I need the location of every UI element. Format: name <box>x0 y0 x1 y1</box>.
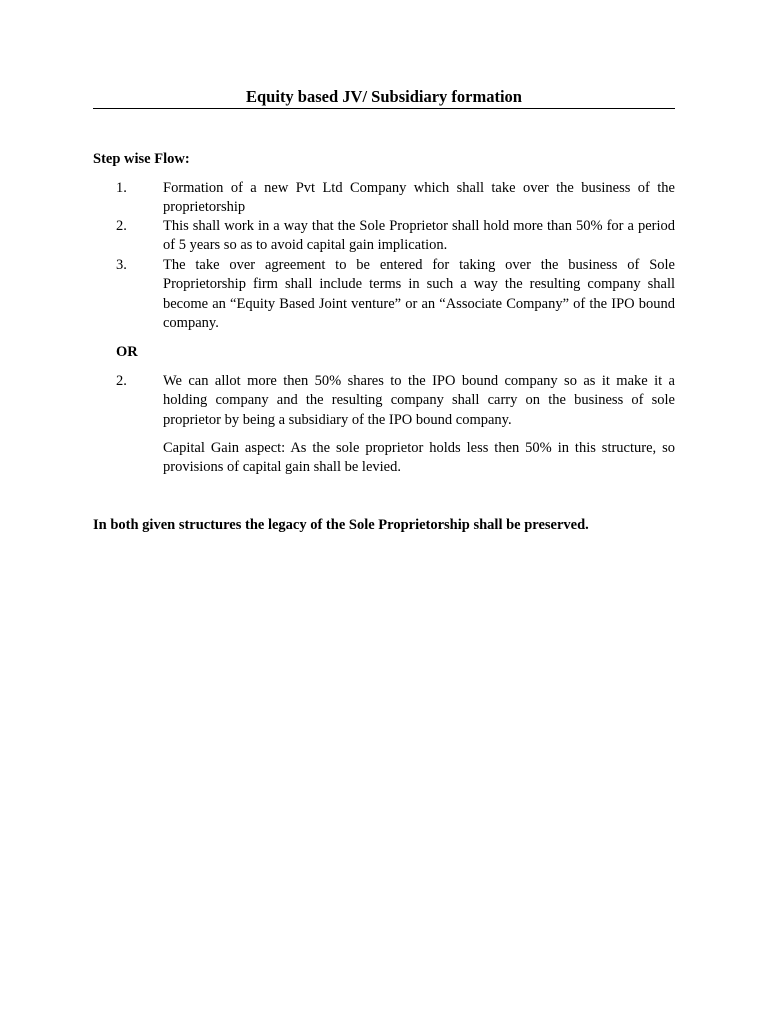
step-number: 3. <box>116 257 127 273</box>
capital-gain-note: Capital Gain aspect: As the sole proprietor holds less then 50% in this structure, so provisions of capital gain shall be levied. <box>163 440 675 476</box>
step-text: Formation of a new Pvt Ltd Company which shall take over the business of the proprietorship <box>163 180 675 216</box>
step-text: We can allot more then 50% shares to the IPO bound company so as it make it a holding company and the resulting company shall carry on the business of sole proprietor by being a subsidiary of the IPO bound company. <box>163 373 675 428</box>
title-underline <box>93 108 675 109</box>
step-number: 2. <box>116 218 127 234</box>
step-text: The take over agreement to be entered for taking over the business of Sole Proprietorship firm shall include terms in such a way the resulting company shall become an “Equity Based Joint venture” or an “Associate Company” of the IPO bound company. <box>163 257 675 331</box>
step-text: This shall work in a way that the Sole Proprietor shall hold more than 50% for a period of 5 years so as to avoid capital gain implication. <box>163 218 675 254</box>
step-item-3 <box>93 256 675 333</box>
conclusion-statement: In both given structures the legacy of the Sole Proprietorship shall be preserved. <box>93 517 589 533</box>
or-separator: OR <box>116 344 138 360</box>
alternative-step-item <box>93 372 675 430</box>
step-flow-heading: Step wise Flow: <box>93 151 190 167</box>
step-item-2 <box>93 217 675 256</box>
document-title: Equity based JV/ Subsidiary formation <box>246 87 522 106</box>
step-number: 1. <box>116 180 127 196</box>
step-item-1 <box>93 179 675 218</box>
step-number: 2. <box>116 373 127 389</box>
